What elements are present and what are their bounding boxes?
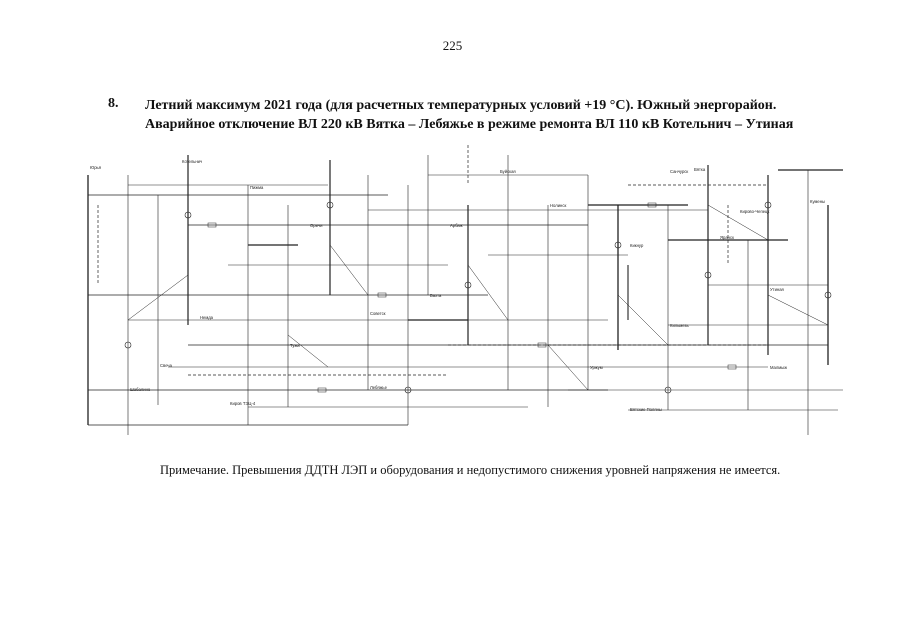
note-text: Примечание. Превышения ДДТН ЛЭП и оборудования и недопустимого снижения уровней напряжения не имеется. [160,463,781,477]
station-label: Советск [370,311,386,316]
station-label: Бахта [430,293,442,298]
heading-line-2: Аварийное отключение ВЛ 220 кВ Вятка – Лебяжье в режиме ремонта ВЛ 110 кВ Котельнич – Утиная [145,117,794,132]
station-label: Кирово-Чепецк [740,209,770,214]
station-label: Вятка [694,167,706,172]
station-label: Оричи [310,223,323,228]
station-label: Свеча [160,363,172,368]
station-label: Малмыж [770,365,787,370]
station-label: Пижма [250,185,264,190]
page-number: 225 [442,38,463,53]
station-label: Лебяжье [370,385,387,390]
station-labels [90,159,825,412]
power-grid-schematic [68,145,848,447]
station-label: Шабалино [130,387,151,392]
station-label: Утиная [770,287,784,292]
station-label: Тужа [290,343,300,348]
station-label: Буйская [500,169,516,174]
station-label: Санчурск [670,169,689,174]
station-label: Кикнур [630,243,644,248]
station-label: Котельнич [182,159,203,164]
station-label: Кумены [810,199,826,204]
station-label: Немда [200,315,214,320]
section-number: 8. [108,96,119,111]
section-heading [145,96,865,134]
station-label: Вятские Поляны [630,407,662,412]
station-label: Киров ТЭЦ-4 [230,401,256,406]
station-label: Нолинск [550,203,567,208]
station-label: Арбаж [450,223,463,228]
schematic-lines [88,145,843,435]
station-label: Юрья [90,165,102,170]
station-label: Яранск [720,235,734,240]
station-label: Кильмезь [670,323,689,328]
schematic-canvas [68,145,848,447]
heading-line-1: Летний максимум 2021 года (для расчетных температурных условий +19 °С). Южный энергорайон. [145,98,777,113]
station-label: Уржум [590,365,603,370]
